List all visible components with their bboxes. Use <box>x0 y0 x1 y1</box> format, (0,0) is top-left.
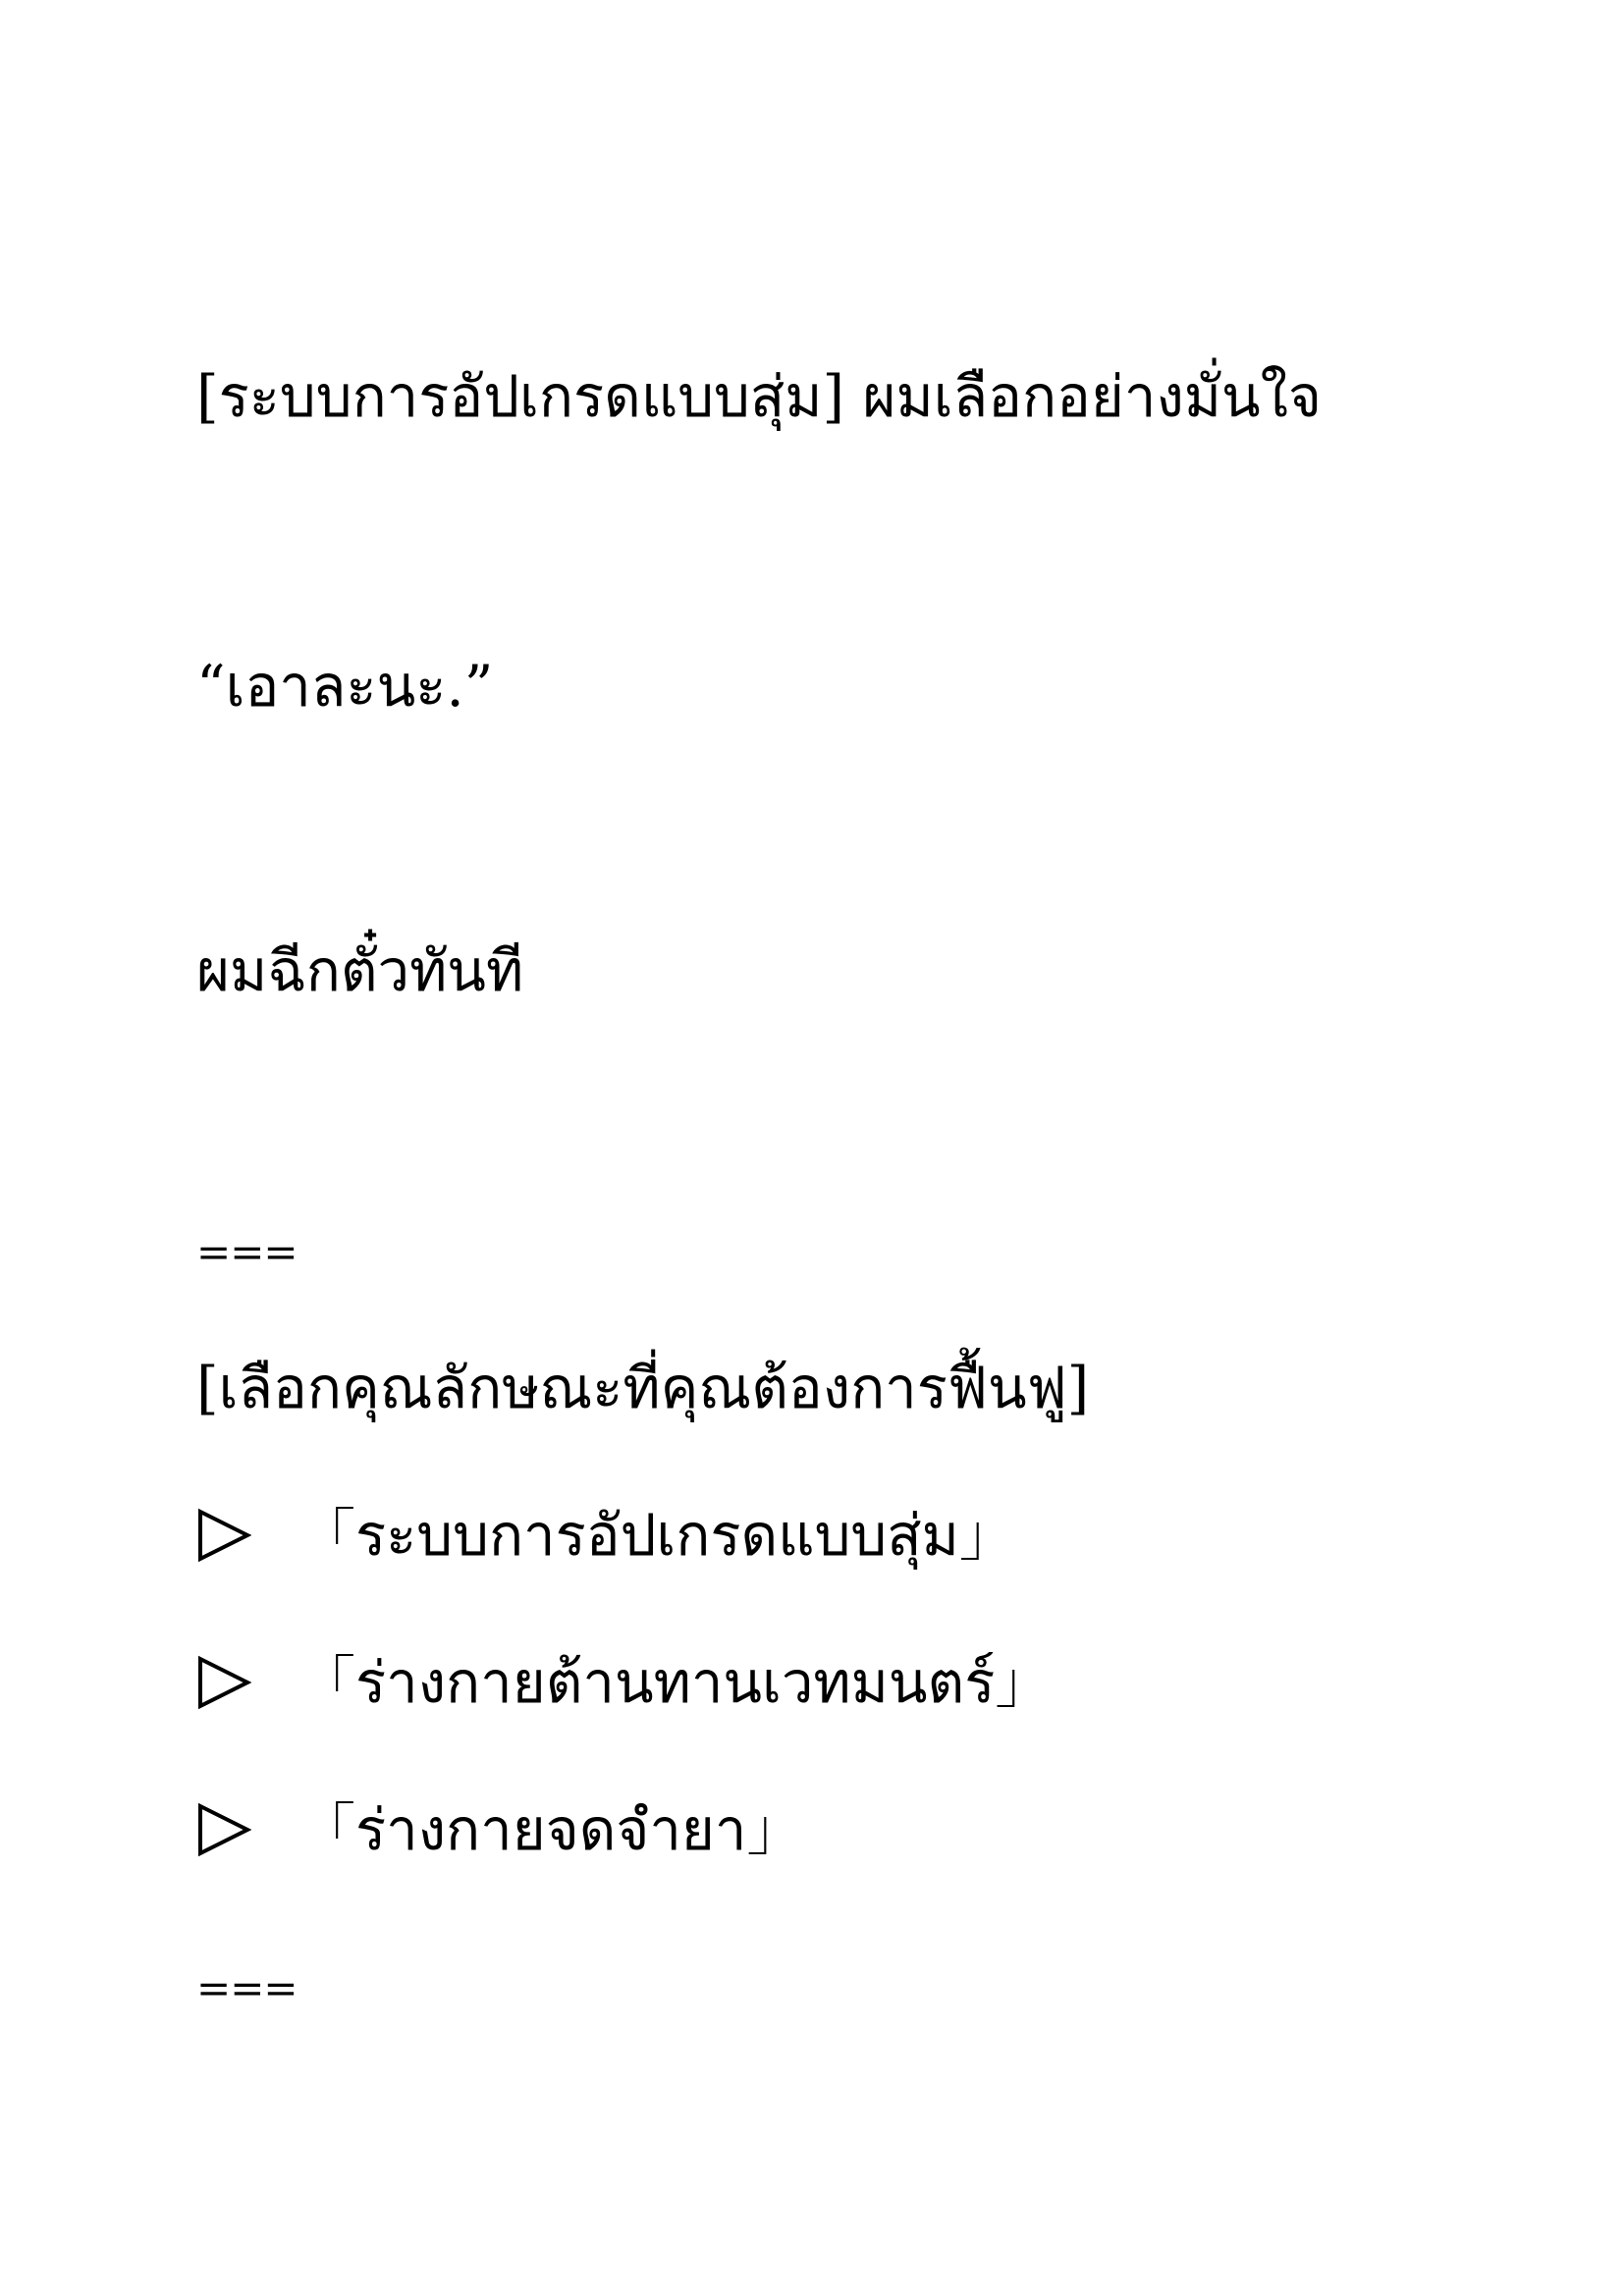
separator-top: === <box>196 1228 298 1276</box>
play-triangle-outline-icon <box>196 1802 251 1857</box>
paragraph-tear-ticket: ผมฉีกตั๋วทันที <box>196 937 524 1004</box>
separator-bottom: === <box>196 1964 298 2012</box>
play-triangle-outline-icon <box>196 1508 251 1563</box>
option-label: 「ร่างกายจดจำยา」 <box>298 1796 804 1863</box>
paragraph-dialogue: “เอาละนะ.” <box>196 653 494 720</box>
option-item[interactable] <box>196 1796 804 1863</box>
prompt-choose-attribute: [เลือกคุณลักษณะที่คุณต้องการฟื้นฟู] <box>196 1355 1090 1421</box>
option-item[interactable] <box>196 1649 1053 1716</box>
paragraph-system-choice: [ระบบการอัปเกรดแบบสุ่ม] ผมเลือกอย่างมั่นใจ <box>196 363 1322 430</box>
option-label: 「ระบบการอัปเกรดแบบสุ่ม」 <box>298 1502 1016 1569</box>
option-label: 「ร่างกายต้านทานเวทมนตร์」 <box>298 1649 1053 1716</box>
option-item[interactable] <box>196 1502 1016 1569</box>
play-triangle-outline-icon <box>196 1655 251 1710</box>
